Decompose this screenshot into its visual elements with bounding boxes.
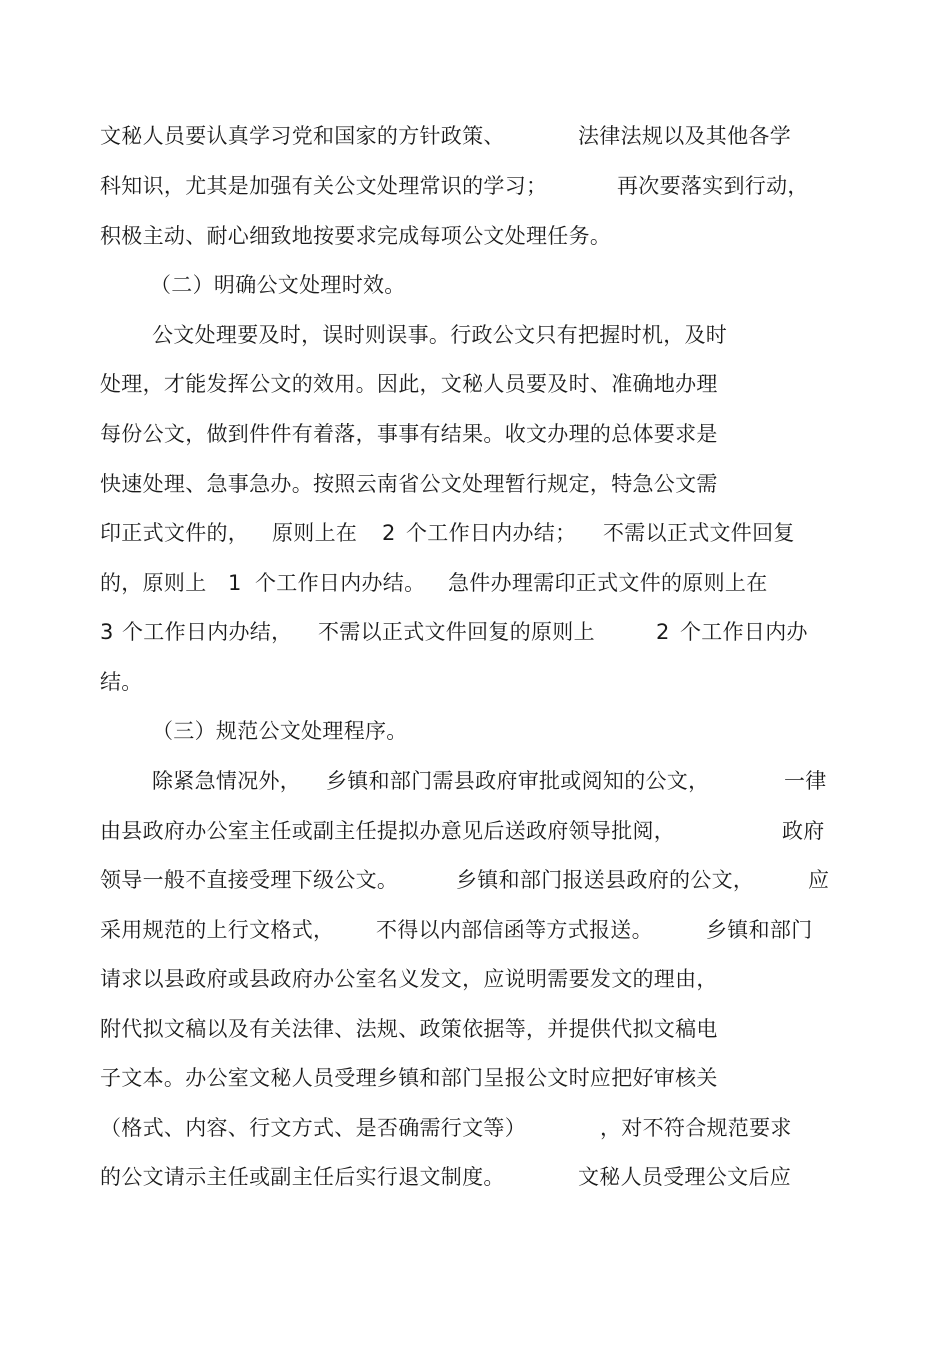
text-segment: 个工作日内办结，	[122, 620, 293, 644]
text-segment: 采用规范的上行文格式，	[100, 918, 335, 942]
text-line	[100, 865, 830, 895]
text-segment: 3	[100, 620, 114, 644]
text-segment: 不需以正式文件回复	[603, 521, 795, 545]
text-segment: 个工作日内办结。	[255, 571, 426, 595]
text-segment: （二）明确公文处理时效。	[150, 273, 406, 297]
text-segment: 的，原则上	[100, 571, 207, 595]
text-line	[100, 419, 718, 449]
text-segment: 附代拟文稿以及有关法律、法规、政策依据等，并提供代拟文稿电	[100, 1017, 718, 1041]
text-segment: 印正式文件的，	[100, 521, 250, 545]
text-line	[100, 816, 825, 846]
text-segment: 除紧急情况外，	[152, 769, 302, 793]
text-segment: 文秘人员要认真学习党和国家的方针政策、	[100, 124, 505, 148]
text-segment: 不需以正式文件回复的原则上	[318, 620, 595, 644]
text-segment: 科知识，尤其是加强有关公文处理常识的学习；	[100, 174, 548, 198]
text-segment: 政府	[782, 819, 825, 843]
text-line	[100, 469, 718, 499]
text-segment: 法律法规以及其他各学	[578, 124, 791, 148]
text-line	[152, 766, 827, 796]
text-line	[100, 964, 718, 994]
text-segment: 文秘人员受理公文后应	[578, 1165, 791, 1189]
section-heading	[150, 270, 406, 300]
text-segment: 2	[382, 521, 396, 545]
text-line	[100, 667, 143, 697]
text-segment: （三）规范公文处理程序。	[152, 719, 408, 743]
text-segment: 应	[808, 868, 830, 892]
text-segment: 不得以内部信函等方式报送。	[376, 918, 653, 942]
text-segment: ，对不符合规范要求	[600, 1116, 792, 1140]
text-line	[100, 221, 612, 251]
text-line	[152, 320, 728, 350]
text-segment: 乡镇和部门报送县政府的公文，	[456, 868, 755, 892]
text-segment: 积极主动、耐心细致地按要求完成每项公文处理任务。	[100, 224, 612, 248]
text-segment: 再次要落实到行动，	[617, 174, 809, 198]
text-segment: 的公文请示主任或副主任后实行退文制度。	[100, 1165, 505, 1189]
text-segment: 由县政府办公室主任或副主任提拟办意见后送政府领导批阅，	[100, 819, 676, 843]
text-segment: 急件办理需印正式文件的原则上在	[448, 571, 768, 595]
text-segment: 每份公文，做到件件有着落，事事有结果。收文办理的总体要求是	[100, 422, 718, 446]
section-heading	[152, 716, 408, 746]
text-segment: 领导一般不直接受理下级公文。	[100, 868, 399, 892]
text-segment: 一律	[784, 769, 827, 793]
text-line	[100, 568, 768, 598]
text-line	[100, 1063, 718, 1093]
text-segment: 处理，才能发挥公文的效用。因此，文秘人员要及时、准确地办理	[100, 372, 718, 396]
text-line	[100, 1113, 792, 1143]
text-segment: 个工作日内办结；	[406, 521, 577, 545]
text-segment: 2	[656, 620, 670, 644]
text-line	[100, 1014, 718, 1044]
text-segment: 1	[228, 571, 242, 595]
text-segment: 乡镇和部门需县政府审批或阅知的公文，	[326, 769, 710, 793]
text-segment: （格式、内容、行文方式、是否确需行文等）	[100, 1116, 526, 1140]
text-line	[100, 1162, 791, 1192]
text-line	[100, 121, 791, 151]
text-segment: 原则上在	[272, 521, 358, 545]
text-line	[100, 171, 809, 201]
text-line	[100, 915, 813, 945]
text-line	[100, 518, 795, 548]
text-line	[100, 369, 718, 399]
text-segment: 个工作日内办	[680, 620, 808, 644]
text-line	[100, 617, 808, 647]
text-segment: 结。	[100, 670, 143, 694]
text-segment: 请求以县政府或县政府办公室名义发文，应说明需要发文的理由，	[100, 967, 718, 991]
text-segment: 乡镇和部门	[706, 918, 813, 942]
text-segment: 快速处理、急事急办。按照云南省公文处理暂行规定，特急公文需	[100, 472, 718, 496]
text-segment: 公文处理要及时，误时则误事。行政公文只有把握时机，及时	[152, 323, 728, 347]
text-segment: 子文本。办公室文秘人员受理乡镇和部门呈报公文时应把好审核关	[100, 1066, 718, 1090]
